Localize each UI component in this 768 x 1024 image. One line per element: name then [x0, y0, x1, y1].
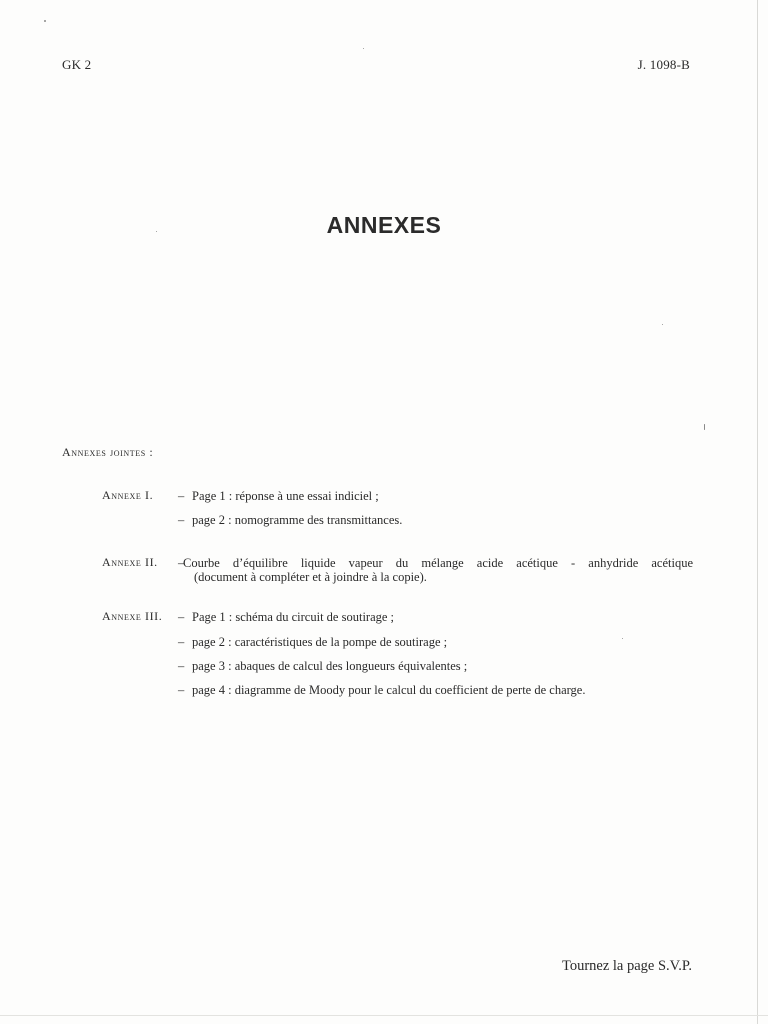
scan-speck [363, 48, 364, 49]
annex-1-item-2-text: page 2 : nomogramme des transmittances. [192, 513, 403, 527]
dash: – [178, 659, 185, 673]
footer-turn-page: Tournez la page S.V.P. [561, 958, 692, 974]
annex-2-item-1: Courbe d’équilibre liquide vapeur du mélange acide acétique - anhydride acétique [183, 556, 693, 570]
annex-1-item-1 [178, 488, 379, 504]
annex-3-label: Annexe III. [102, 609, 163, 623]
annex-3-item-1-text: Page 1 : schéma du circuit de soutirage ; [192, 610, 395, 624]
dash: – [178, 556, 185, 570]
annex-3-item-2 [178, 634, 447, 650]
annex-3-item-1 [178, 609, 394, 625]
annex-3-item-2-text: page 2 : caractéristiques de la pompe de soutirage ; [192, 635, 448, 649]
dash: – [178, 513, 185, 527]
annex-1-label: Annexe I. [102, 488, 154, 502]
header-left-code: GK 2 [62, 57, 92, 72]
header-right-reference: J. 1098-B [637, 57, 690, 72]
dash: – [178, 489, 185, 503]
scan-speck [44, 20, 46, 22]
annex-3-item-3 [178, 658, 467, 674]
page-edge-right [757, 0, 758, 1024]
scan-speck [662, 324, 663, 325]
annex-1-item-1-text: Page 1 : réponse à une essai indiciel ; [192, 489, 379, 503]
dash: – [178, 683, 185, 697]
annex-3-item-4 [178, 682, 585, 698]
dash: – [178, 610, 185, 624]
scan-speck [156, 231, 157, 232]
annex-3-item-3-text: page 3 : abaques de calcul des longueurs équivalentes ; [192, 659, 468, 673]
scan-speck [704, 424, 705, 430]
annex-1-item-2 [178, 512, 402, 528]
scan-speck [622, 638, 623, 639]
page-edge-bottom [0, 1015, 768, 1016]
annex-2-item-2: (document à compléter et à joindre à la copie). [194, 570, 427, 584]
page-title: ANNEXES [326, 212, 442, 238]
annex-3-item-4-text: page 4 : diagramme de Moody pour le calcul du coefficient de perte de charge. [192, 683, 586, 697]
dash: – [178, 635, 185, 649]
annex-2-label: Annexe II. [102, 555, 158, 569]
section-label: Annexes jointes : [62, 445, 154, 459]
